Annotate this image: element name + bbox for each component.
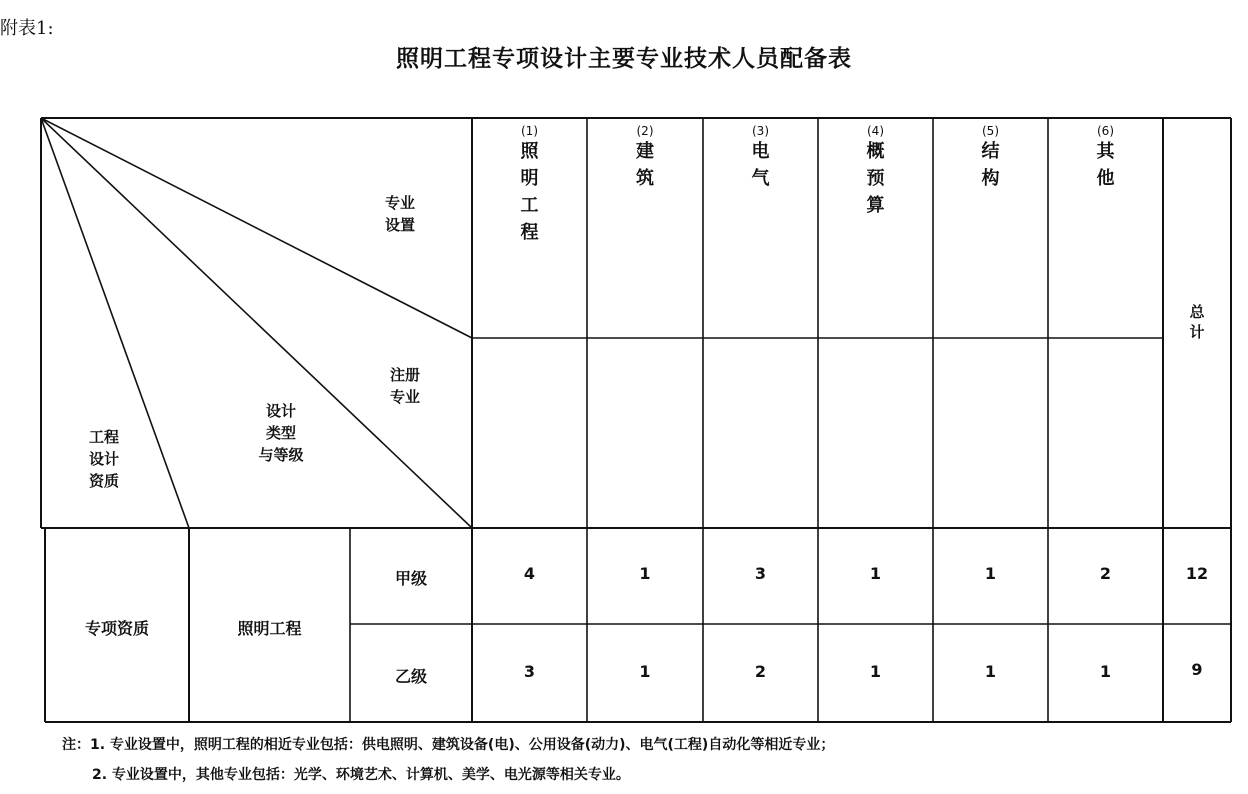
table-cell: 1 xyxy=(1099,662,1112,681)
grade-cell: 甲级 xyxy=(394,569,427,588)
table-cell: 1 xyxy=(639,662,651,681)
table-cell: 1 xyxy=(639,564,651,583)
column-header-other: (6) 其 他 xyxy=(1096,124,1115,189)
table-cell: 1 xyxy=(984,662,997,681)
note-2: 2. 专业设置中，其他专业包括：光学、环境艺术、计算机、美学、电光源等相关专业。 xyxy=(92,767,630,783)
table-cell: 4 xyxy=(523,564,536,583)
note-1: 注：1. 专业设置中，照明工程的相近专业包括：供电照明、建筑设备(电)、公用设备(动力)、电气(工程)自动化等相近专业； xyxy=(62,737,835,753)
table-cell: 1 xyxy=(984,564,997,583)
table-cell: 1 xyxy=(869,564,882,583)
table-cell: 3 xyxy=(754,564,767,583)
corner-design-type-grade: 设计 类型 与等级 xyxy=(258,402,304,464)
total-cell: 12 xyxy=(1185,564,1209,583)
table-cell: 2 xyxy=(1099,564,1112,583)
column-header-budget: (4) 概 预 算 xyxy=(866,124,885,216)
column-header-lighting: (1) 照 明 工 程 xyxy=(520,124,539,243)
column-header-total: 总 计 xyxy=(1189,303,1205,341)
table-cell: 1 xyxy=(869,662,882,681)
design-type-cell: 照明工程 xyxy=(237,619,302,638)
column-header-electrical: (3) 电 气 xyxy=(751,124,770,189)
grade-cell: 乙级 xyxy=(394,667,427,686)
qualification-cell: 专项资质 xyxy=(84,619,149,638)
table-cell: 2 xyxy=(754,662,767,681)
corner-engineering-qualification: 工程 设计 资质 xyxy=(88,428,119,490)
column-header-architecture: (2) 建 筑 xyxy=(636,124,654,189)
table-cell: 3 xyxy=(523,662,536,681)
column-header-structure: (5) 结 构 xyxy=(981,124,1000,189)
corner-specialty-setting: 专业 设置 xyxy=(384,194,415,234)
total-cell: 9 xyxy=(1191,660,1203,679)
corner-registered-specialty: 注册 专业 xyxy=(389,366,420,406)
page-label: 附表1: xyxy=(0,18,54,39)
page-title: 照明工程专项设计主要专业技术人员配备表 xyxy=(396,46,852,72)
